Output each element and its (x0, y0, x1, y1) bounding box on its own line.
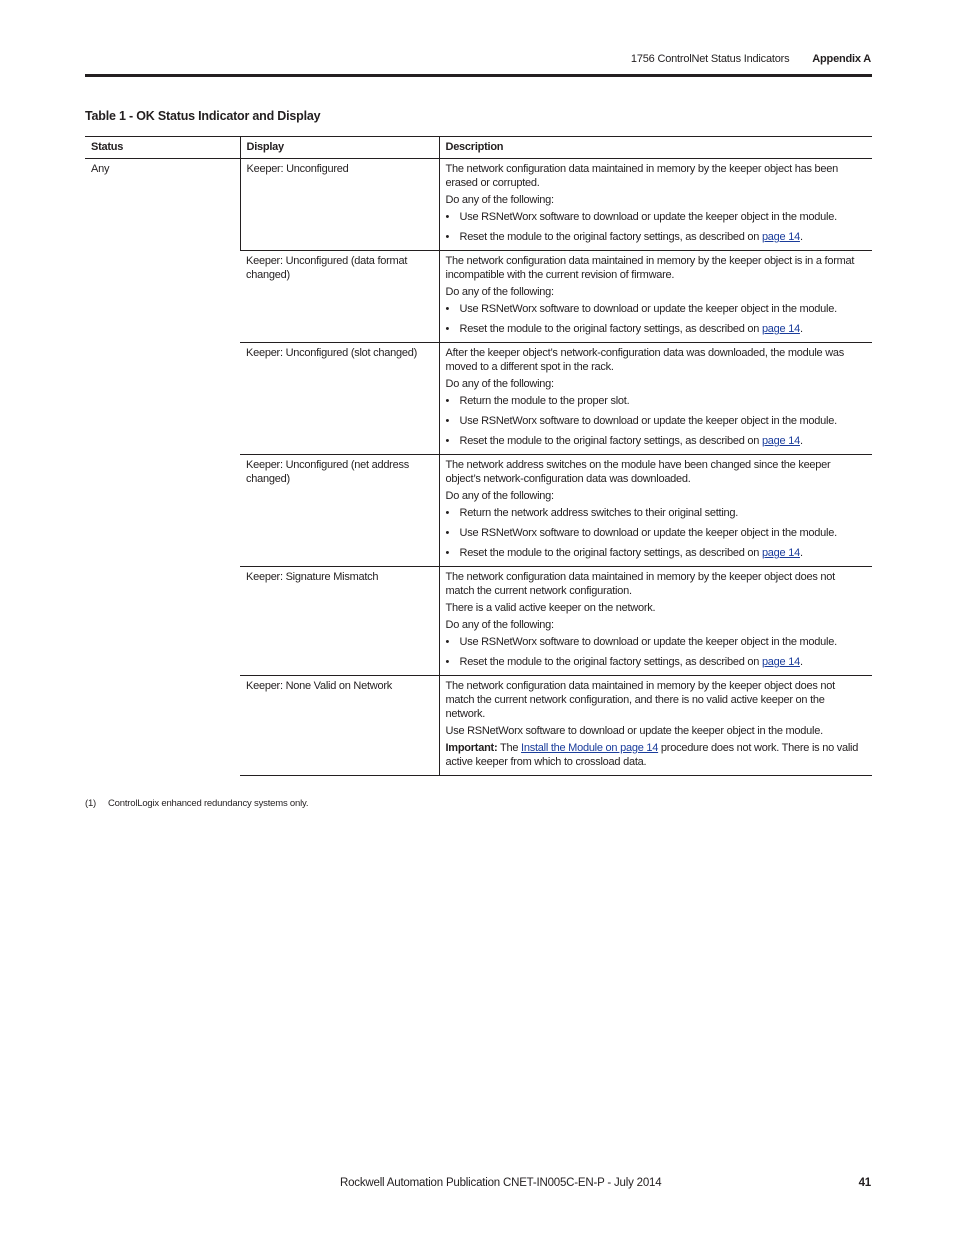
bullet-item: • Reset the module to the original factory settings, as described on page 14. (446, 434, 867, 448)
bullet-text: Reset the module to the original factory settings, as described on (459, 435, 760, 447)
display-cell: Keeper: Unconfigured (net address changed) (240, 455, 439, 567)
page-14-link[interactable]: page 14 (761, 435, 800, 447)
page-14-link[interactable]: page 14 (761, 656, 800, 668)
description-cell (439, 343, 872, 455)
bullet-item: • Reset the module to the original factory settings, as described on page 14. (446, 230, 867, 244)
description-text: Do any of the following: (445, 619, 554, 631)
bullet-item: • Use RSNetWorx software to download or update the keeper object in the module. (446, 526, 867, 540)
description-text: Do any of the following: (445, 194, 554, 206)
table-title: Table 1 - OK Status Indicator and Display (85, 109, 321, 123)
display-cell: Keeper: Unconfigured (240, 159, 439, 251)
bullet-item: • Reset the module to the original factory settings, as described on page 14. (446, 655, 867, 669)
status-value: Any (91, 163, 110, 175)
bullet-text: Reset the module to the original factory settings, as described on (459, 323, 760, 335)
description-text: The network address switches on the module have been changed since the keeper object’s network-configuration data was downloaded. (445, 459, 831, 485)
bullet-item: • Use RSNetWorx software to download or update the keeper object in the module. (446, 635, 867, 649)
header-section: 1756 ControlNet Status Indicators (630, 53, 790, 65)
table-header-row (85, 137, 872, 159)
page-14-link[interactable]: page 14 (761, 547, 800, 559)
header-rule (85, 74, 872, 77)
important-post: procedure does not work. There is no valid active keeper from which to crossload data. (445, 742, 859, 768)
important-note (446, 741, 867, 769)
bullet-text: Reset the module to the original factory settings, as described on (459, 656, 760, 668)
description-text: Do any of the following: (445, 378, 554, 390)
bullet-item: • Return the module to the proper slot. (446, 394, 867, 408)
page-number: 41 (858, 1177, 871, 1189)
display-cell: Keeper: Unconfigured (slot changed) (240, 343, 439, 455)
ok-status-table (85, 136, 872, 776)
important-label: Important: (445, 742, 498, 754)
bullet-item: • Use RSNetWorx software to download or update the keeper object in the module. (446, 210, 867, 224)
description-text: Do any of the following: (445, 490, 554, 502)
running-header (631, 53, 871, 65)
footnote-number: (1) (85, 798, 97, 809)
column-header-description: Description (439, 137, 872, 159)
important-pre: The (500, 742, 519, 754)
bullet-item: • Use RSNetWorx software to download or update the keeper object in the module. (446, 414, 867, 428)
bullet-text: Reset the module to the original factory settings, as described on (459, 231, 760, 243)
description-text: The network configuration data maintained in memory by the keeper object is in a format incompatible with the current revision of firmware. (445, 255, 855, 281)
bullet-text: Reset the module to the original factory settings, as described on (459, 547, 760, 559)
status-cell (85, 159, 240, 776)
column-header-status: Status (85, 137, 240, 159)
description-cell (439, 251, 872, 343)
description-text: The network configuration data maintained in memory by the keeper object has been erased or corrupted. (445, 163, 838, 189)
description-text: Use RSNetWorx software to download or update the keeper object in the module. (445, 725, 823, 737)
header-appendix: Appendix A (812, 53, 871, 65)
bullet-item: • Use RSNetWorx software to download or update the keeper object in the module. (446, 302, 867, 316)
table-row (85, 159, 872, 251)
page-14-link[interactable]: page 14 (761, 231, 800, 243)
page-14-link[interactable]: page 14 (761, 323, 800, 335)
description-cell (439, 159, 872, 251)
description-text: Do any of the following: (445, 286, 554, 298)
footnote-text: ControlLogix enhanced redundancy systems only. (108, 798, 309, 809)
display-cell: Keeper: Signature Mismatch (240, 567, 439, 676)
publication-info: Rockwell Automation Publication CNET-IN005C-EN-P - July 2014 (340, 1177, 662, 1189)
display-cell: Keeper: Unconfigured (data format changed) (240, 251, 439, 343)
description-cell (439, 567, 872, 676)
bullet-item: • Return the network address switches to their original setting. (446, 506, 867, 520)
description-cell (439, 455, 872, 567)
description-text: There is a valid active keeper on the network. (445, 602, 656, 614)
column-header-display: Display (240, 137, 439, 159)
bullet-item: • Reset the module to the original factory settings, as described on page 14. (446, 322, 867, 336)
description-cell (439, 676, 872, 776)
install-module-link[interactable]: Install the Module on page 14 (521, 742, 659, 754)
description-text: After the keeper object’s network-configuration data was downloaded, the module was moved to a different spot in the rack. (445, 347, 845, 373)
display-cell: Keeper: None Valid on Network (240, 676, 439, 776)
description-text: The network configuration data maintained in memory by the keeper object does not match the current network configuration. (445, 571, 835, 597)
footnote (85, 798, 308, 809)
description-text: The network configuration data maintained in memory by the keeper object does not match the current network configuration, and there is no valid active keeper on the network. (445, 680, 835, 720)
bullet-item: • Reset the module to the original factory settings, as described on page 14. (446, 546, 867, 560)
